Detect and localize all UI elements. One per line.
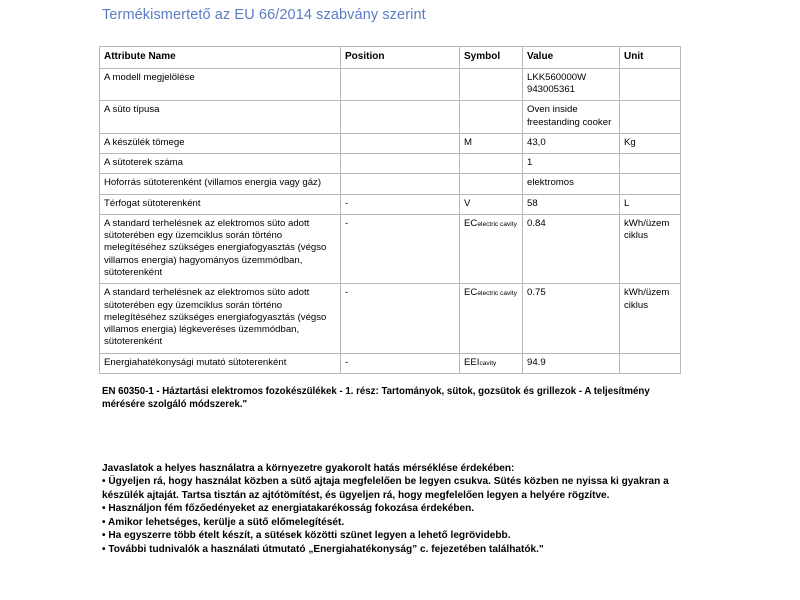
cell-unit xyxy=(620,68,681,101)
table-row xyxy=(100,68,681,101)
cell-symbol: V xyxy=(460,194,523,214)
table-row xyxy=(100,133,681,153)
recommendation-item: • Ha egyszerre több ételt készít, a sütések közötti szünet legyen a lehető legrövidebb. xyxy=(102,530,511,542)
page-title: Termékismertető az EU 66/2014 szabvány szerint xyxy=(102,7,426,23)
symbol-subscript: electric cavity xyxy=(477,290,517,298)
cell-value: 94.9 xyxy=(523,353,620,373)
cell-attribute: A standard terhelésnek az elektromos süto adott sütoterében egy üzemciklus során történo melegítéséhez szükséges energiafogyasztás (végso villamos energia) légkeveréses üzemmódban, sütoterenként xyxy=(100,284,341,353)
column-header-value: Value xyxy=(523,47,620,69)
cell-attribute: A sütoterek száma xyxy=(100,154,341,174)
cell-symbol xyxy=(460,214,523,283)
cell-position: - xyxy=(341,284,460,353)
table-row xyxy=(100,154,681,174)
symbol-base: EC xyxy=(464,217,478,229)
symbol-base: EC xyxy=(464,287,478,299)
cell-value: 1 xyxy=(523,154,620,174)
cell-attribute: A modell megjelölése xyxy=(100,68,341,101)
table-row xyxy=(100,284,681,353)
symbol-subscript: cavity xyxy=(479,359,497,367)
table-row xyxy=(100,353,681,373)
cell-value: 43,0 xyxy=(523,133,620,153)
cell-value: 0.84 xyxy=(523,214,620,283)
cell-value: LKK560000W 943005361 xyxy=(523,68,620,101)
cell-position xyxy=(341,174,460,194)
table-header-row xyxy=(100,47,681,69)
table-row xyxy=(100,174,681,194)
usage-recommendations xyxy=(102,462,710,556)
recommendation-item: • Használjon fém főzőedényeket az energiatakarékosság fokozása érdekében. xyxy=(102,503,475,515)
cell-position: - xyxy=(341,353,460,373)
cell-attribute: A süto típusa xyxy=(100,101,341,134)
table-row xyxy=(100,214,681,283)
cell-attribute: Hoforrás sütoterenként (villamos energia vagy gáz) xyxy=(100,174,341,194)
recommendation-item: • Amikor lehetséges, kerülje a sütő előmelegítését. xyxy=(102,516,345,528)
cell-unit xyxy=(620,174,681,194)
cell-position xyxy=(341,154,460,174)
cell-symbol: M xyxy=(460,133,523,153)
cell-unit xyxy=(620,353,681,373)
cell-attribute: A készülék tömege xyxy=(100,133,341,153)
recommendations-heading: Javaslatok a helyes használatra a környezetre gyakorolt hatás mérséklése érdekében: xyxy=(102,463,515,474)
table-row xyxy=(100,194,681,214)
cell-value: Oven inside freestanding cooker xyxy=(523,101,620,134)
cell-unit xyxy=(620,154,681,174)
column-header-symbol: Symbol xyxy=(460,47,523,69)
cell-attribute: Térfogat sütoterenként xyxy=(100,194,341,214)
cell-value: 58 xyxy=(523,194,620,214)
product-specification-table xyxy=(99,46,681,374)
symbol-base: EEI xyxy=(464,356,480,368)
standard-reference-note: EN 60350-1 - Háztartási elektromos fozokészülékek - 1. rész: Tartományok, sütok, gozsütok és grillezok - A teljesítmény mérésére szolgáló módszerek." xyxy=(102,386,650,410)
cell-unit: kWh/üzem ciklus xyxy=(620,284,681,353)
column-header-position: Position xyxy=(341,47,460,69)
cell-position: - xyxy=(341,214,460,283)
cell-position: - xyxy=(341,194,460,214)
cell-symbol xyxy=(460,101,523,134)
recommendation-item: • További tudnivalók a használati útmutató „Energiahatékonyság” c. fejezetében találhatók." xyxy=(102,543,544,555)
cell-symbol xyxy=(460,174,523,194)
cell-position xyxy=(341,133,460,153)
column-header-attribute: Attribute Name xyxy=(100,47,341,69)
cell-symbol xyxy=(460,154,523,174)
cell-unit: kWh/üzem ciklus xyxy=(620,214,681,283)
cell-unit: L xyxy=(620,194,681,214)
column-header-unit: Unit xyxy=(620,47,681,69)
cell-position xyxy=(341,68,460,101)
symbol-subscript: electric cavity xyxy=(477,220,517,228)
cell-value: 0.75 xyxy=(523,284,620,353)
cell-unit xyxy=(620,101,681,134)
recommendation-item: • Ügyeljen rá, hogy használat közben a sütő ajtaja megfelelően be legyen csukva. Sütés közben ne nyissa ki gyakran a készülék ajtaját. Tartsa tisztán az ajtótömítést, és ügyeljen rá, hogy megfelelően legyen a helyére rögzítve. xyxy=(102,476,669,501)
cell-unit: Kg xyxy=(620,133,681,153)
table-row xyxy=(100,101,681,134)
cell-symbol xyxy=(460,353,523,373)
cell-value: elektromos xyxy=(523,174,620,194)
cell-attribute: A standard terhelésnek az elektromos süto adott sütoterében egy üzemciklus során történo melegítéséhez szükséges energiafogyasztás (végso villamos energia) hagyományos üzemmódban, sütoterenként xyxy=(100,214,341,283)
cell-attribute: Energiahatékonysági mutató sütoterenként xyxy=(100,353,341,373)
cell-symbol xyxy=(460,68,523,101)
cell-symbol xyxy=(460,284,523,353)
cell-position xyxy=(341,101,460,134)
